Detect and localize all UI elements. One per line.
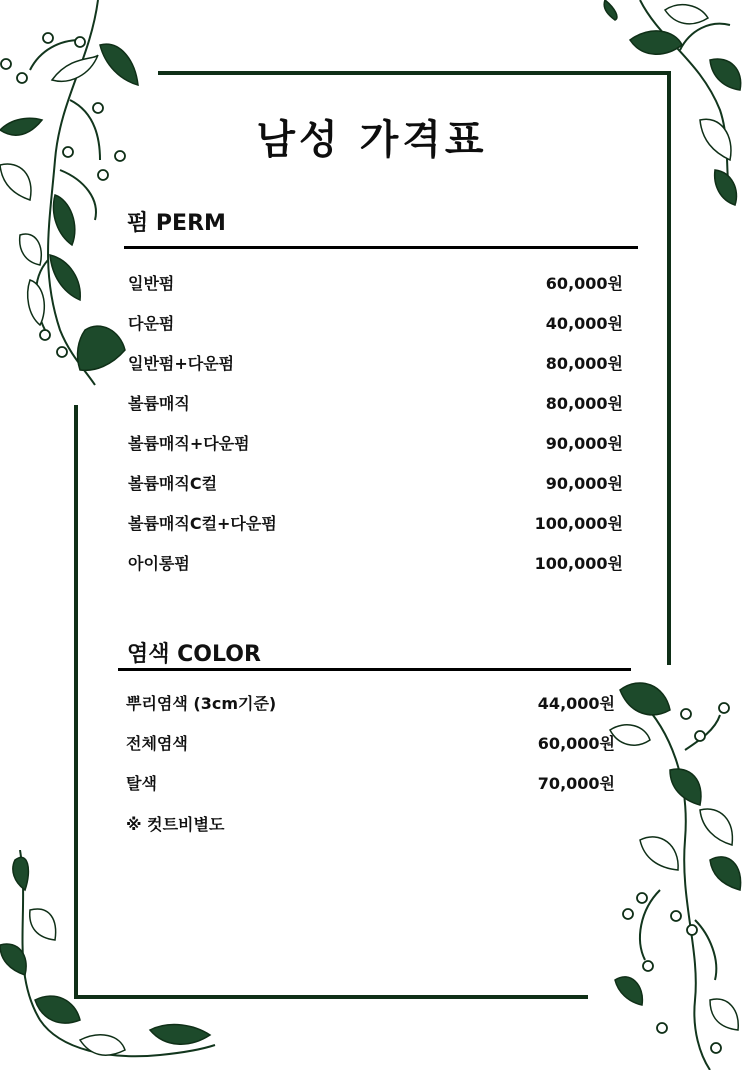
price-row <box>128 509 623 535</box>
item-name: 뿌리염색 (3cm기준) <box>126 693 277 713</box>
item-price: 70,000원 <box>537 773 615 793</box>
item-price: 40,000원 <box>545 313 623 333</box>
item-name: 아이롱펌 <box>128 553 190 573</box>
item-name: 전체염색 <box>126 733 188 753</box>
item-name: 탈색 <box>126 773 157 793</box>
price-row <box>128 349 623 375</box>
floral-top-right-decoration <box>580 0 744 210</box>
item-name: 일반펌 <box>128 273 175 293</box>
item-price: 44,000원 <box>537 693 615 713</box>
item-price: 90,000원 <box>545 473 623 493</box>
item-price: 80,000원 <box>545 353 623 373</box>
section-heading-color: 염색 COLOR <box>127 642 261 667</box>
floral-bottom-right-decoration <box>600 670 744 1070</box>
floral-bottom-left-decoration <box>0 850 220 1070</box>
item-name: 일반펌+다운펌 <box>128 353 235 373</box>
item-price: 80,000원 <box>545 393 623 413</box>
cut-fee-note: ※ 컷트비별도 <box>126 815 225 834</box>
floral-top-left-decoration <box>0 0 145 390</box>
item-name: 볼륨매직+다운펌 <box>128 433 250 453</box>
price-row <box>126 769 615 795</box>
item-name: 볼륨매직 <box>128 393 190 413</box>
section-divider-color <box>118 668 631 671</box>
item-price: 90,000원 <box>545 433 623 453</box>
price-row <box>126 689 615 715</box>
item-price: 60,000원 <box>537 733 615 753</box>
item-price: 100,000원 <box>534 513 623 533</box>
item-name: 다운펌 <box>128 313 175 333</box>
item-name: 볼륨매직C컬 <box>128 473 218 493</box>
item-name: 볼륨매직C컬+다운펌 <box>128 513 277 533</box>
page-title: 남성 가격표 <box>256 116 488 163</box>
section-divider-perm <box>124 246 638 249</box>
section-heading-perm: 펌 PERM <box>127 211 226 236</box>
price-row <box>128 469 623 495</box>
price-row <box>128 309 623 335</box>
price-row <box>128 429 623 455</box>
price-row <box>128 269 623 295</box>
item-price: 60,000원 <box>545 273 623 293</box>
price-row <box>126 729 615 755</box>
price-row <box>128 389 623 415</box>
price-row <box>128 549 623 575</box>
item-price: 100,000원 <box>534 553 623 573</box>
